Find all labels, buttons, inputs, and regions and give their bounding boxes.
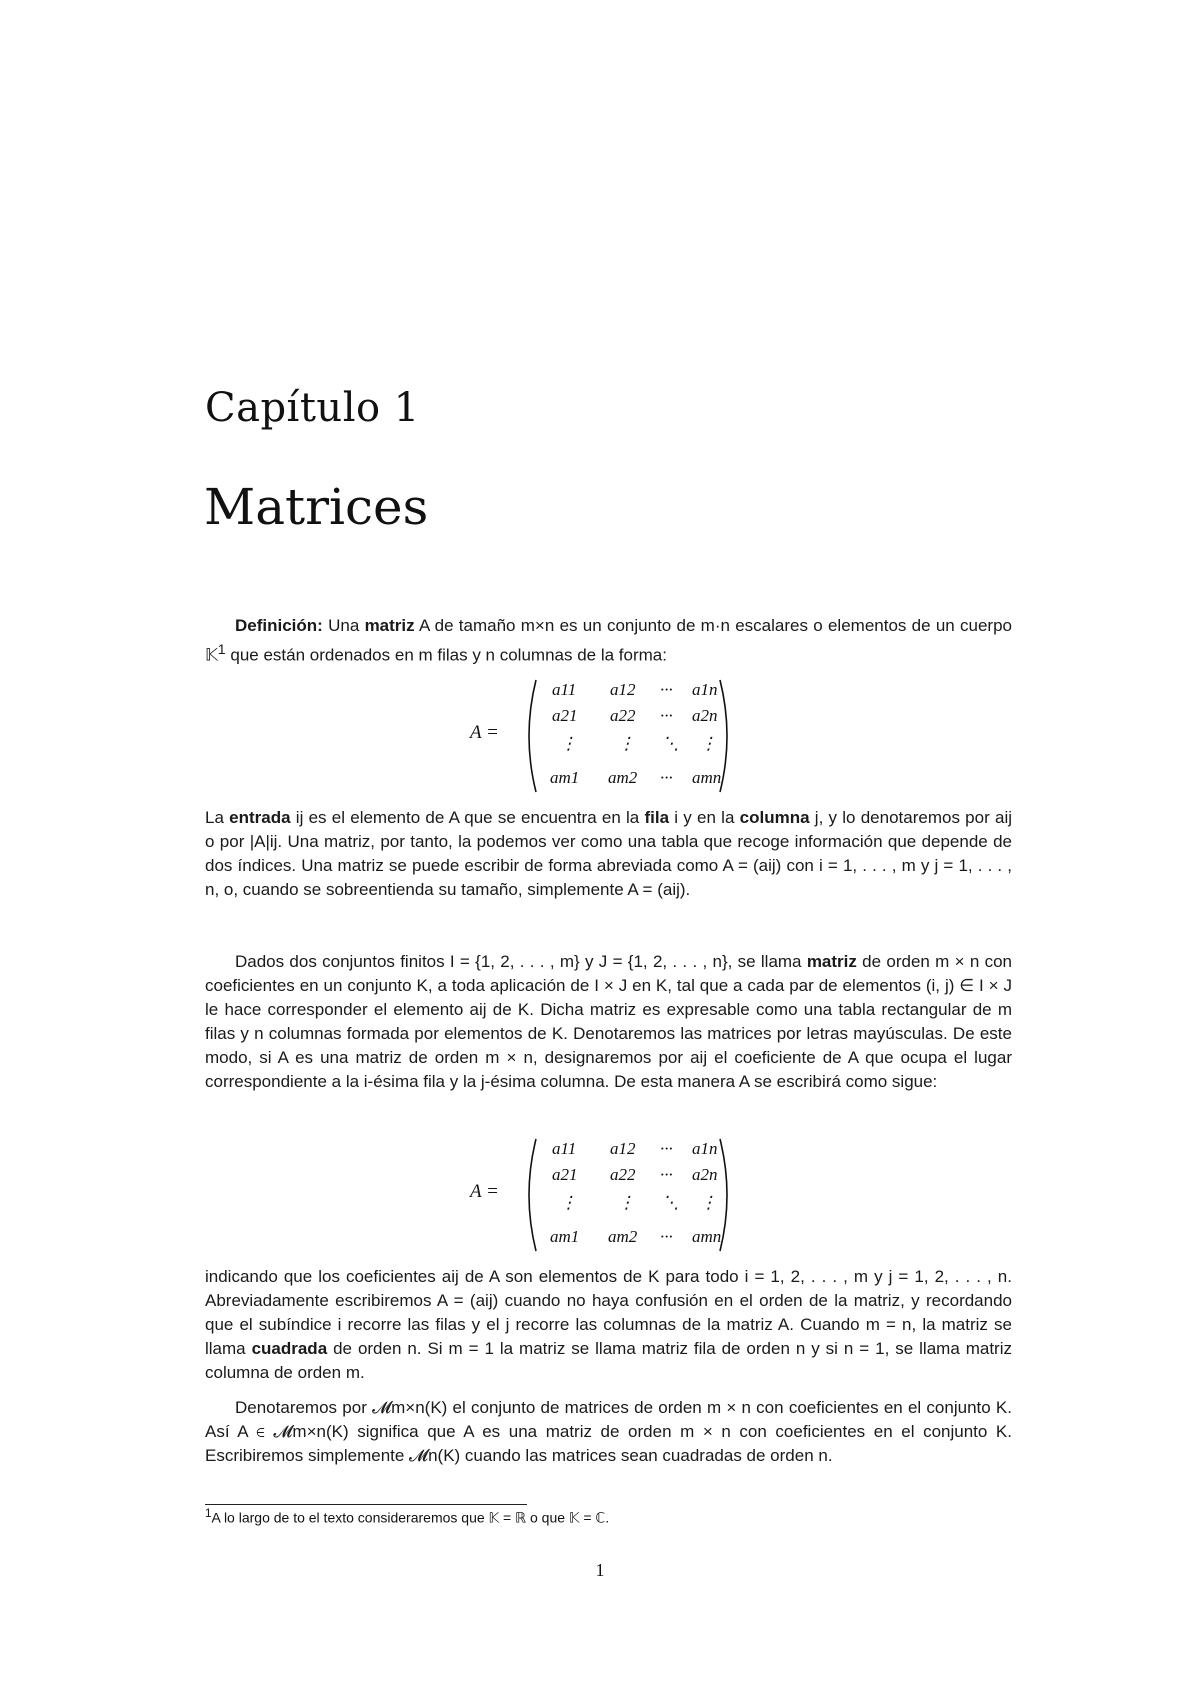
- matrix-lhs: A =: [470, 1181, 499, 1202]
- definition-paragraph: [205, 614, 1012, 668]
- matrix-cell: a1n: [692, 680, 718, 699]
- term-matriz: matriz: [806, 952, 857, 971]
- text: de orden m × n con coeficientes en un conjunto K, a toda aplicación de I × J en K, tal que a cada par de elementos (i, j) ∈ I × J le hace corresponder el elemento aij de K. Dicha matriz es expresable como una tabla rectangular de m filas y n columnas formada por elementos de K. Denotaremos las matrices por letras mayúsculas. De este modo, si A es una matriz de orden m × n, designaremos por aij el coeficiente de A que ocupa el lugar correspondiente a la i-ésima fila y la j-ésima columna. De esta manera A se escribirá como sigue:: [205, 952, 1013, 1091]
- matrix-cell: amn: [692, 768, 722, 787]
- text: La: [205, 808, 230, 827]
- matrix-lhs: A =: [470, 722, 499, 743]
- matrix-cell: a21: [552, 1165, 578, 1184]
- matrix-cell: ⋱: [662, 1193, 679, 1212]
- matrix-cell: ⋮: [700, 734, 717, 753]
- matrix-display-2: [470, 1135, 740, 1255]
- matrix-cell: ···: [660, 1165, 673, 1184]
- denotaremos-paragraph: Denotaremos por 𝓜m×n(K) el conjunto de matrices de orden m × n con coeficientes en el conjunto K. Así A ∈ 𝓜m×n(K) significa que A es una matriz de orden m × n con coeficientes en el conjunto K. Escribiremos simplemente 𝓜n(K) cuando las matrices sean cuadradas de orden n.: [205, 1398, 1012, 1465]
- matrix-cell: am1: [550, 768, 580, 787]
- matrix-cell: ⋮: [560, 1193, 577, 1212]
- chapter-label: Capítulo 1: [205, 385, 420, 431]
- matrix-cell: a22: [610, 1165, 636, 1184]
- matrix-cell: ···: [660, 706, 673, 725]
- matrix-cell: am2: [608, 1227, 638, 1246]
- footnote-text: A lo largo de to el texto consideraremos que 𝕂 = ℝ o que 𝕂 = ℂ.: [211, 1509, 610, 1526]
- matrix-cell: ⋮: [618, 734, 635, 753]
- text: indicando que los coeficientes aij de A son elementos de K para todo i = 1, 2, . . . , m y j = 1, 2, . . . , n. Abreviadamente escribiremos A = (aij) cuando no haya confusión en el orden de la matriz, y recordando que el subíndice i recorre las filas y el j recorre las columnas de la matriz A. Cuando m = n, la matriz se llama: [205, 1267, 1012, 1358]
- matrix-cell: ···: [660, 1139, 673, 1158]
- matrix-cell: ···: [660, 768, 673, 787]
- matrix-cell: a2n: [692, 706, 718, 725]
- dados-paragraph: [205, 950, 1012, 1094]
- matrix-cell: ···: [660, 680, 673, 699]
- term-fila: fila: [644, 808, 670, 827]
- term-cuadrada: cuadrada: [251, 1339, 328, 1358]
- text: de orden n. Si m = 1 la matriz se llama matriz fila de orden n y si n = 1, se llama matriz columna de orden m.: [205, 1339, 1012, 1382]
- matrix-cell: a11: [552, 1139, 577, 1158]
- term-entrada: entrada: [229, 808, 291, 827]
- matrix-cell: am2: [608, 768, 638, 787]
- text: j, y lo denotaremos por aij o por |A|ij. Una matriz, por tanto, la podemos ver como una tabla que recoge información que depende de dos índices. Una matriz se puede escribir de forma abreviada como A = (aij) con i = 1, . . . , m y j = 1, . . . , n, o, cuando se sobreentienda su tamaño, simplemente A = (aij).: [205, 808, 1012, 899]
- term-matriz: matriz: [364, 616, 415, 635]
- matrix-cell: a2n: [692, 1165, 718, 1184]
- matrix-cell: amn: [692, 1227, 722, 1246]
- chapter-title: Matrices: [204, 478, 429, 536]
- indicando-paragraph: [205, 1265, 1012, 1385]
- text: que están ordenados en m filas y n columnas de la forma:: [225, 645, 667, 665]
- text: ij es el elemento de A que se encuentra en la: [290, 808, 645, 827]
- text: Una: [322, 616, 365, 635]
- text: A de tamaño m×n es un conjunto de m·n escalares o elementos de un cuerpo 𝕂: [205, 616, 1012, 665]
- matrix-cell: ···: [660, 1227, 673, 1246]
- text: Dados dos conjuntos finitos I = {1, 2, . . . , m} y J = {1, 2, . . . , n}, se llama: [235, 952, 807, 971]
- footnote-mark: 1: [205, 1507, 212, 1520]
- footnote-rule: [205, 1504, 527, 1505]
- matrix-cell: a21: [552, 706, 578, 725]
- matrix-cell: ⋱: [662, 734, 679, 753]
- matrix-cell: a12: [610, 1139, 636, 1158]
- term-columna: columna: [739, 808, 810, 827]
- matrix-cell: ⋮: [700, 1193, 717, 1212]
- matrix-cell: ⋮: [618, 1193, 635, 1212]
- matrix-cell: a11: [552, 680, 577, 699]
- text: i y en la: [669, 808, 740, 827]
- footnote-mark: 1: [217, 642, 226, 658]
- matrix-display-1: [470, 676, 740, 796]
- entrada-paragraph: [205, 806, 1012, 902]
- matrix-cell: a22: [610, 706, 636, 725]
- page-number: 1: [595, 1560, 605, 1580]
- matrix-cell: ⋮: [560, 734, 577, 753]
- matrix-cell: am1: [550, 1227, 580, 1246]
- matrix-cell: a1n: [692, 1139, 718, 1158]
- footnote: [205, 1507, 609, 1527]
- definition-lead: Definición:: [235, 616, 323, 635]
- matrix-cell: a12: [610, 680, 636, 699]
